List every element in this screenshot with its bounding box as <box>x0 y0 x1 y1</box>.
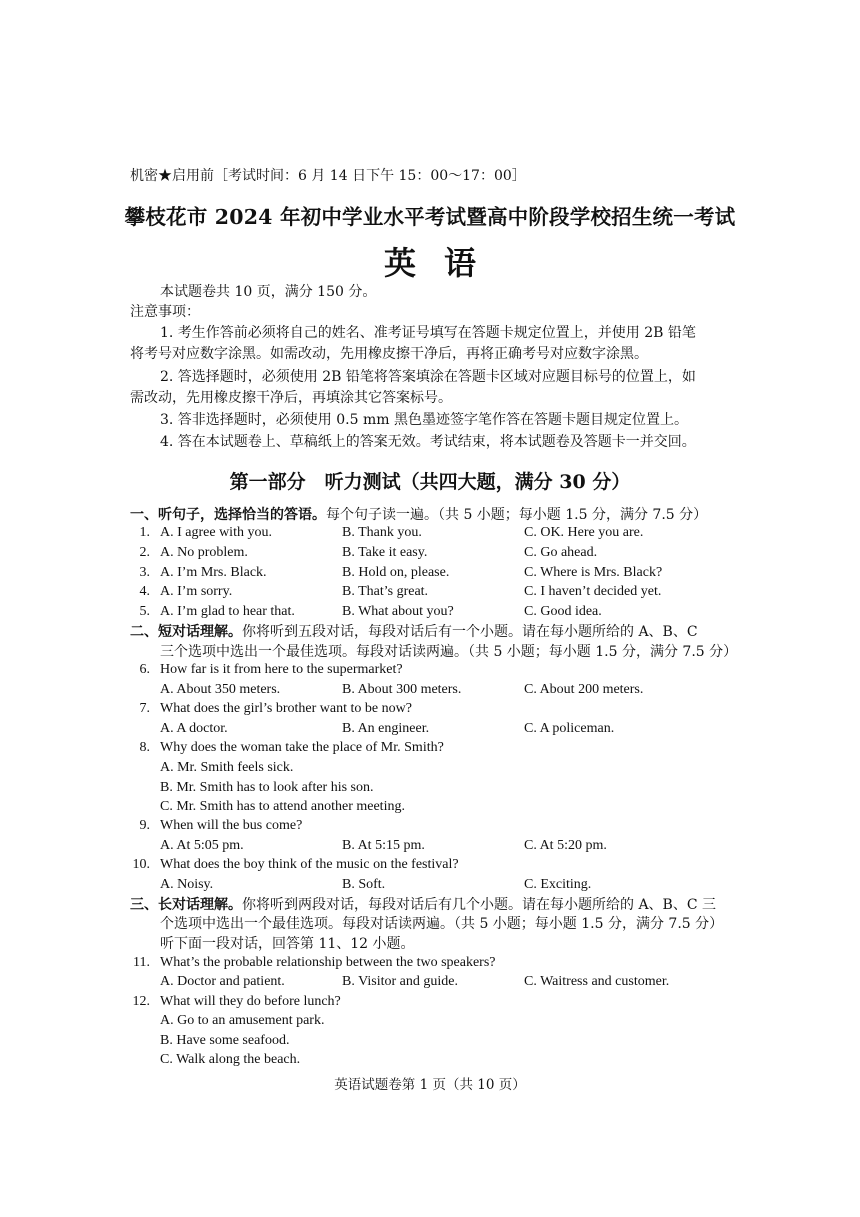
question-8-option-b-row <box>0 780 860 800</box>
question-7 <box>0 701 860 721</box>
option-b: B. Mr. Smith has to look after his son. <box>160 780 374 795</box>
question-12-option-a-row <box>0 1013 860 1033</box>
question-number: 4. <box>139 584 150 599</box>
option-b: B. An engineer. <box>342 721 430 736</box>
page-footer: 英语试题卷第 1 页（共 10 页） <box>334 1077 526 1093</box>
option-a: A. I’m Mrs. Black. <box>160 565 267 580</box>
option-c: C. A policeman. <box>524 721 615 736</box>
option-b: B. Have some seafood. <box>160 1033 290 1048</box>
section-three-label: 三、长对话理解。 <box>130 897 242 913</box>
option-c: C. Waitress and customer. <box>524 974 670 989</box>
question-9-options <box>0 838 860 858</box>
question-11-options <box>0 974 860 994</box>
question-8-option-c-row <box>0 799 860 819</box>
question-text: What will they do before lunch? <box>160 994 341 1009</box>
section-one-description: 每个句子读一遍。（共 5 小题；每小题 1.5 分，满分 7.5 分） <box>326 507 708 523</box>
option-b: B. About 300 meters. <box>342 682 462 697</box>
section-one-heading <box>130 506 707 526</box>
notes-label: 注意事项： <box>130 304 200 320</box>
note-1-line-2: 将考号对应数字涂黑。如需改动，先用橡皮擦干净后，再将正确考号对应数字涂黑。 <box>130 346 648 362</box>
question-number: 9. <box>139 818 150 833</box>
option-a: A. Go to an amusement park. <box>160 1013 325 1028</box>
question-text: When will the bus come? <box>160 818 303 833</box>
subject-title: 英语 <box>383 244 504 282</box>
option-b: B. Visitor and guide. <box>342 974 458 989</box>
option-b: B. That’s great. <box>342 584 429 599</box>
question-number: 3. <box>139 565 150 580</box>
option-b: B. Take it easy. <box>342 545 428 560</box>
option-b: B. What about you? <box>342 604 454 619</box>
question-10-options <box>0 877 860 897</box>
note-4: 4. 答在本试题卷上、草稿纸上的答案无效。考试结束，将本试题卷及答题卡一并交回。 <box>160 434 696 450</box>
question-text: What does the boy think of the music on the festival? <box>160 857 459 872</box>
question-text: What does the girl’s brother want to be now? <box>160 701 412 716</box>
question-text: What’s the probable relationship between the two speakers? <box>160 955 496 970</box>
question-number: 7. <box>139 701 150 716</box>
note-2-line-1: 2. 答选择题时，必须使用 2B 铅笔将答案填涂在答题卡区域对应题目标号的位置上，如 <box>160 369 696 385</box>
section-three-instruction: 听下面一段对话，回答第 11、12 小题。 <box>160 936 415 952</box>
option-c: C. About 200 meters. <box>524 682 644 697</box>
question-text: How far is it from here to the supermarket? <box>160 662 403 677</box>
question-2 <box>0 545 860 565</box>
question-number: 5. <box>139 604 150 619</box>
option-c: C. Go ahead. <box>524 545 598 560</box>
section-three-description-line-2: 个选项中选出一个最佳选项。每段对话读两遍。（共 5 小题；每小题 1.5 分，满分 7.5 分） <box>160 916 724 932</box>
option-a: A. I’m glad to hear that. <box>160 604 295 619</box>
question-4 <box>0 584 860 604</box>
option-b: B. At 5:15 pm. <box>342 838 425 853</box>
exam-title: 攀枝花市 2024 年初中学业水平考试暨高中阶段学校招生统一考试 <box>124 205 736 229</box>
question-number: 1. <box>139 525 150 540</box>
option-b: B. Hold on, please. <box>342 565 450 580</box>
section-three-description-line-1: 你将听到两段对话，每段对话后有几个小题。请在每小题所给的 A、B、C 三 <box>242 897 717 913</box>
option-a: A. I’m sorry. <box>160 584 233 599</box>
option-b: B. Thank you. <box>342 525 422 540</box>
question-number: 12. <box>132 994 150 1009</box>
question-8 <box>0 740 860 760</box>
section-two-description-line-1: 你将听到五段对话，每段对话后有一个小题。请在每小题所给的 A、B、C <box>242 624 698 640</box>
question-12 <box>0 994 860 1014</box>
section-two-description-line-2: 三个选项中选出一个最佳选项。每段对话读两遍。（共 5 小题；每小题 1.5 分，满分 7.5 分） <box>160 644 738 660</box>
question-12-option-c-row <box>0 1052 860 1072</box>
option-c: C. Where is Mrs. Black? <box>524 565 663 580</box>
option-a: A. At 5:05 pm. <box>160 838 244 853</box>
question-8-option-a-row <box>0 760 860 780</box>
option-a: A. About 350 meters. <box>160 682 281 697</box>
question-1 <box>0 525 860 545</box>
note-2-line-2: 需改动，先用橡皮擦干净后，再填涂其它答案标号。 <box>130 390 452 406</box>
question-7-options <box>0 721 860 741</box>
question-number: 10. <box>132 857 150 872</box>
question-6-options <box>0 682 860 702</box>
question-10 <box>0 857 860 877</box>
question-3 <box>0 565 860 585</box>
option-a: A. Mr. Smith feels sick. <box>160 760 294 775</box>
option-c: C. Good idea. <box>524 604 602 619</box>
option-c: C. Exciting. <box>524 877 592 892</box>
question-number: 2. <box>139 545 150 560</box>
intro-text: 本试题卷共 10 页，满分 150 分。 <box>160 284 377 300</box>
note-1-line-1: 1. 考生作答前必须将自己的姓名、准考证号填写在答题卡规定位置上，并使用 2B 铅笔 <box>160 325 696 341</box>
section-one-label: 一、听句子，选择恰当的答语。 <box>130 507 326 523</box>
option-c: C. I haven’t decided yet. <box>524 584 662 599</box>
option-c: C. Mr. Smith has to attend another meeting. <box>160 799 405 814</box>
confidential-header: 机密★启用前［考试时间：6 月 14 日下午 15：00～17：00］ <box>130 168 526 184</box>
option-a: A. I agree with you. <box>160 525 272 540</box>
section-three-heading <box>130 896 716 916</box>
option-a: A. No problem. <box>160 545 248 560</box>
section-two-heading <box>130 623 698 643</box>
option-c: C. OK. Here you are. <box>524 525 644 540</box>
question-number: 6. <box>139 662 150 677</box>
question-5 <box>0 604 860 624</box>
question-number: 11. <box>133 955 150 970</box>
option-a: A. A doctor. <box>160 721 228 736</box>
part-one-title: 第一部分 听力测试（共四大题，满分 30 分） <box>229 471 631 493</box>
question-text: Why does the woman take the place of Mr. Smith? <box>160 740 444 755</box>
question-9 <box>0 818 860 838</box>
option-a: A. Noisy. <box>160 877 214 892</box>
question-11 <box>0 955 860 975</box>
note-3: 3. 答非选择题时，必须使用 0.5 mm 黑色墨迹签字笔作答在答题卡题目规定位置上。 <box>160 412 688 428</box>
option-c: C. Walk along the beach. <box>160 1052 301 1067</box>
question-12-option-b-row <box>0 1033 860 1053</box>
option-b: B. Soft. <box>342 877 386 892</box>
option-a: A. Doctor and patient. <box>160 974 285 989</box>
option-c: C. At 5:20 pm. <box>524 838 607 853</box>
question-number: 8. <box>139 740 150 755</box>
section-two-label: 二、短对话理解。 <box>130 624 242 640</box>
question-6 <box>0 662 860 682</box>
